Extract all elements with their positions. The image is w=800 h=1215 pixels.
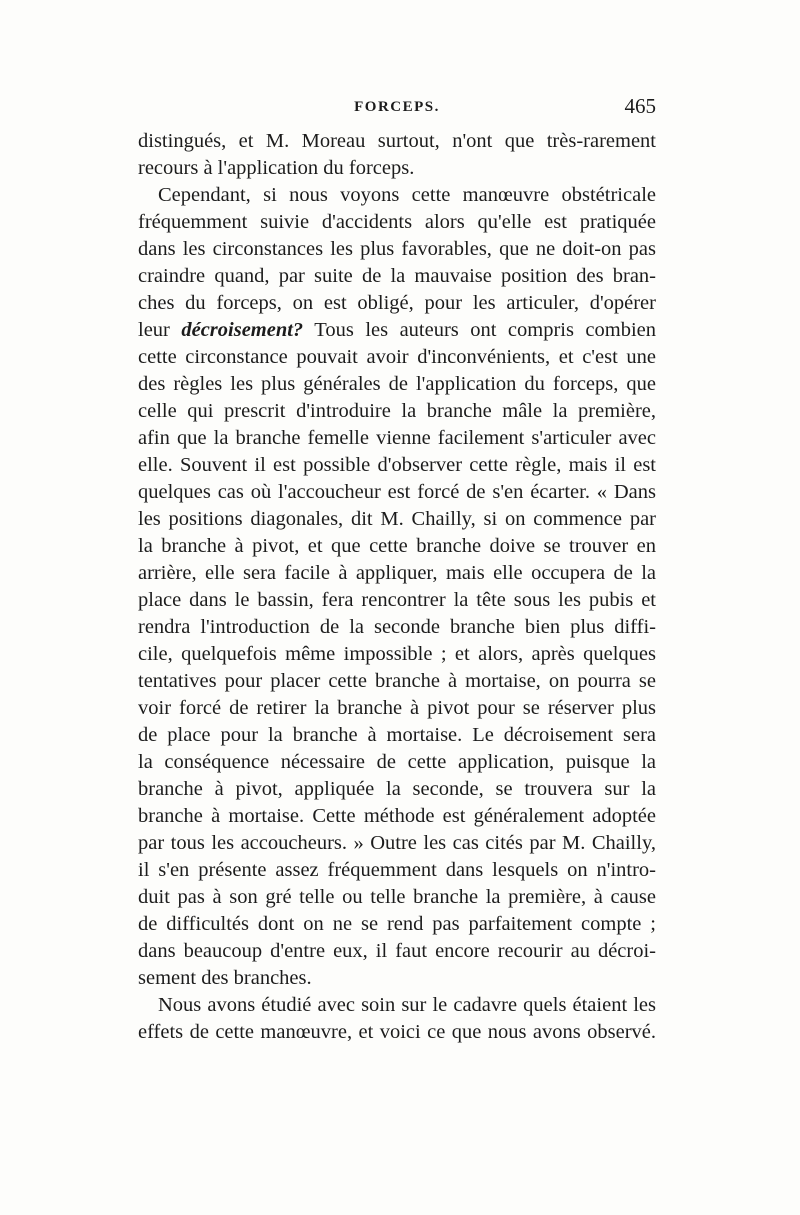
text-line: cette circonstance pouvait avoir d'inconvénients, et c'est une (138, 346, 656, 368)
italic-term: décroisement? (181, 319, 304, 341)
text-line: Nous avons étudié avec soin sur le cadavre quels étaient les (158, 994, 656, 1016)
running-head (138, 96, 656, 122)
text-fragment: leur (138, 319, 182, 341)
text-line: de place pour la branche à mortaise. Le décroisement sera (138, 724, 656, 746)
text-line: arrière, elle sera facile à appliquer, mais elle occupera de la (138, 562, 656, 584)
text-line: dans beaucoup d'entre eux, il faut encore recourir au décroi- (138, 940, 656, 962)
running-title: FORCEPS. (354, 99, 440, 115)
text-line: ches du forceps, on est obligé, pour les articuler, d'opérer (138, 292, 656, 314)
body-text (138, 128, 656, 1046)
text-line: distingués, et M. Moreau surtout, n'ont que très-rarement (138, 130, 656, 152)
text-line: la branche à pivot, et que cette branche doive se trouver en (138, 535, 656, 557)
text-line: effets de cette manœuvre, et voici ce que nous avons observé. (138, 1021, 656, 1043)
text-line: les positions diagonales, dit M. Chailly, si on commence par (138, 508, 656, 530)
text-line: craindre quand, par suite de la mauvaise position des bran- (138, 265, 656, 287)
page-number: 465 (624, 94, 656, 118)
text-line: par tous les accoucheurs. » Outre les cas cités par M. Chailly, (138, 832, 656, 854)
text-line: cile, quelquefois même impossible ; et alors, après quelques (138, 643, 656, 665)
text-line: il s'en présente assez fréquemment dans lesquels on n'intro- (138, 859, 656, 881)
text-line: celle qui prescrit d'introduire la branche mâle la première, (138, 400, 656, 422)
text-line: voir forcé de retirer la branche à pivot pour se réserver plus (138, 697, 656, 719)
text-fragment: Tous les auteurs ont compris combien (303, 319, 656, 341)
text-line: fréquemment suivie d'accidents alors qu'elle est pratiquée (138, 211, 656, 233)
text-line: la conséquence nécessaire de cette application, puisque la (138, 751, 656, 773)
text-line: rendra l'introduction de la seconde branche bien plus diffi- (138, 616, 656, 638)
text-line: quelques cas où l'accoucheur est forcé de s'en écarter. « Dans (138, 481, 656, 503)
text-line: place dans le bassin, fera rencontrer la tête sous les pubis et (138, 589, 656, 611)
text-line: branche à pivot, appliquée la seconde, se trouvera sur la (138, 778, 656, 800)
text-line: branche à mortaise. Cette méthode est généralement adoptée (138, 805, 656, 827)
text-line: sement des branches. (138, 967, 312, 989)
text-line: duit pas à son gré telle ou telle branche la première, à cause (138, 886, 656, 908)
text-line: Cependant, si nous voyons cette manœuvre obstétricale (158, 184, 656, 206)
text-line: afin que la branche femelle vienne facilement s'articuler avec (138, 427, 656, 449)
text-line: tentatives pour placer cette branche à mortaise, on pourra se (138, 670, 656, 692)
text-line (138, 317, 656, 344)
text-line: de difficultés dont on ne se rend pas parfaitement compte ; (138, 913, 656, 935)
text-line: des règles les plus générales de l'application du forceps, que (138, 373, 656, 395)
text-line: recours à l'application du forceps. (138, 157, 415, 179)
text-line: elle. Souvent il est possible d'observer cette règle, mais il est (138, 454, 656, 476)
text-line: dans les circonstances les plus favorables, que ne doit-on pas (138, 238, 656, 260)
